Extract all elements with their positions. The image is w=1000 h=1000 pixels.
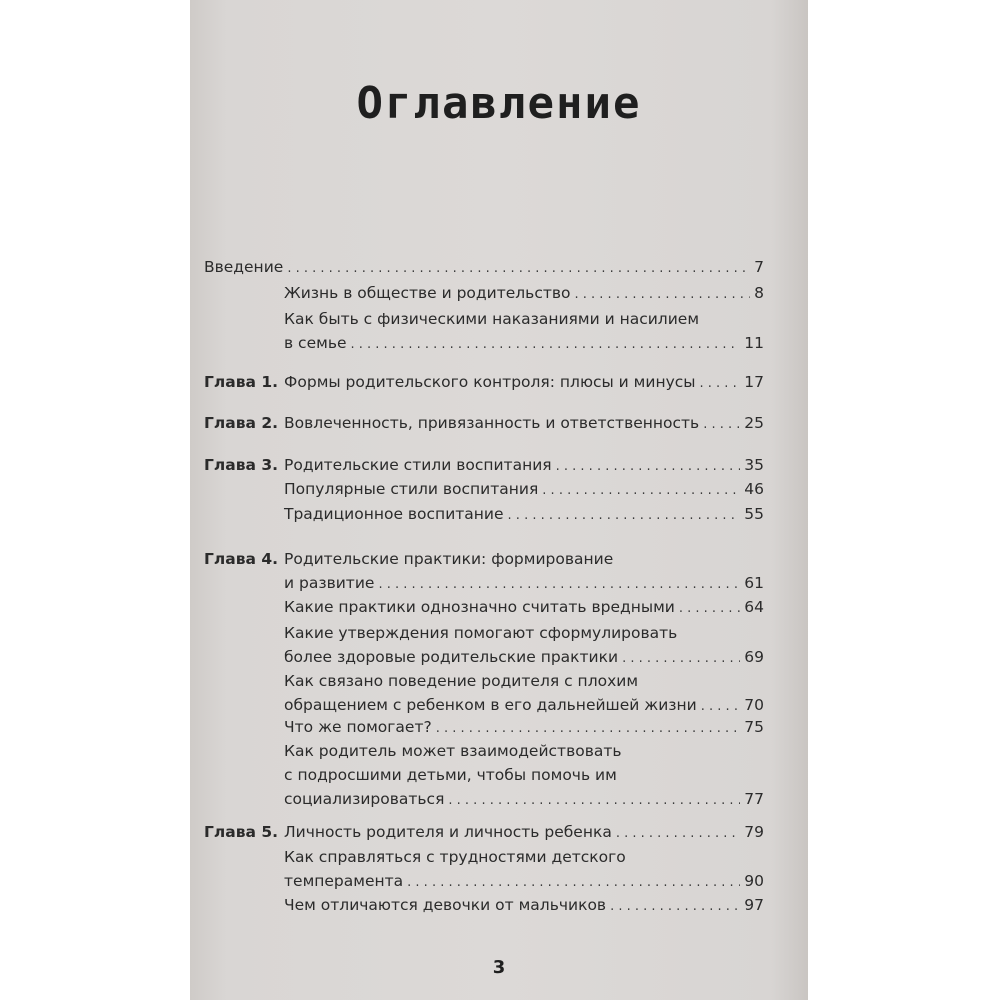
toc-entry-chapter-3[interactable] — [204, 453, 764, 477]
toc-entry[interactable] — [284, 621, 764, 669]
toc-entry-title-line: в семье — [284, 334, 347, 352]
dot-leader — [350, 333, 740, 357]
toc-page-number: 17 — [744, 373, 764, 391]
toc-entry-title-line: с подросшими детьми, чтобы помочь им — [284, 766, 617, 784]
toc-entry-title: Вовлеченность, привязанность и ответственность — [284, 414, 700, 432]
dot-leader — [610, 895, 740, 919]
toc-entry-chapter-1[interactable] — [204, 370, 764, 394]
toc-entry-title-line: темперамента — [284, 872, 404, 890]
dot-leader — [700, 372, 741, 396]
toc-entry-introduction[interactable] — [204, 255, 764, 279]
dot-leader — [436, 717, 741, 741]
toc-page-number: 70 — [744, 696, 764, 714]
dot-leader — [508, 504, 741, 528]
toc-entry-title-line: социализироваться — [284, 790, 445, 808]
dot-leader — [407, 871, 740, 895]
toc-entry[interactable] — [284, 669, 764, 717]
toc-page-number: 25 — [744, 414, 764, 432]
toc-entry[interactable] — [284, 739, 764, 811]
toc-page-number: 61 — [744, 574, 764, 592]
dot-leader — [616, 822, 740, 846]
chapter-label: Глава 3. — [204, 456, 279, 474]
dot-leader — [287, 257, 750, 281]
toc-entry-chapter-2[interactable] — [204, 411, 764, 435]
toc-entry-title-line: Как справляться с трудностями детского — [284, 848, 626, 866]
toc-entry[interactable] — [284, 281, 764, 305]
dot-leader — [448, 789, 740, 813]
toc-entry-title-line: Как родитель может взаимодействовать — [284, 742, 622, 760]
dot-leader — [378, 573, 740, 597]
toc-page-number: 7 — [754, 258, 764, 276]
toc-entry-title-line: и развитие — [284, 574, 375, 592]
dot-leader — [703, 413, 740, 437]
toc-page-number: 46 — [744, 480, 764, 498]
toc-page-number: 55 — [744, 505, 764, 523]
toc-entry-title: Жизнь в обществе и родительство — [284, 284, 571, 302]
toc-entry-title: Популярные стили воспитания — [284, 480, 539, 498]
page-number: 3 — [492, 957, 506, 978]
dot-leader — [575, 283, 751, 307]
toc-entry[interactable] — [284, 845, 764, 893]
toc-entry-chapter-5[interactable] — [204, 820, 764, 844]
toc-page-number: 35 — [744, 456, 764, 474]
chapter-label: Глава 2. — [204, 414, 279, 432]
dot-leader — [556, 455, 741, 479]
toc-entry-title: Формы родительского контроля: плюсы и минусы — [284, 373, 696, 391]
toc-entry-title-line: Родительские практики: формирование — [284, 550, 614, 568]
toc-entry[interactable] — [284, 477, 764, 501]
toc-page-number: 69 — [744, 648, 764, 666]
toc-entry[interactable] — [284, 715, 764, 739]
chapter-label: Глава 4. — [204, 550, 279, 568]
toc-page-number: 90 — [744, 872, 764, 890]
dot-leader — [542, 479, 740, 503]
toc-entry-title-line: Как быть с физическими наказаниями и насилием — [284, 310, 700, 328]
toc-entry[interactable] — [284, 502, 764, 526]
toc-entry-title: Традиционное воспитание — [284, 505, 504, 523]
dot-leader — [622, 647, 740, 671]
toc-entry-title-line: Какие утверждения помогают сформулировать — [284, 624, 678, 642]
toc-page-number: 77 — [744, 790, 764, 808]
toc-entry-title: Родительские стили воспитания — [284, 456, 552, 474]
toc-page-number: 8 — [754, 284, 764, 302]
toc-entry[interactable] — [284, 307, 764, 355]
toc-page-number: 11 — [744, 334, 764, 352]
chapter-label: Глава 5. — [204, 823, 279, 841]
toc-entry[interactable] — [284, 893, 764, 917]
toc-page-number: 64 — [744, 598, 764, 616]
toc-entry-title-line: более здоровые родительские практики — [284, 648, 619, 666]
toc-page-number: 79 — [744, 823, 764, 841]
toc-entry[interactable] — [284, 595, 764, 619]
toc-entry-title: Чем отличаются девочки от мальчиков — [284, 896, 607, 914]
toc-entry-title: Личность родителя и личность ребенка — [284, 823, 612, 841]
toc-page-number: 97 — [744, 896, 764, 914]
toc-entry-title: Какие практики однозначно считать вредными — [284, 598, 675, 616]
page-title: Оглавление — [356, 78, 642, 129]
book-page — [190, 0, 808, 1000]
toc-entry-chapter-4[interactable] — [204, 547, 764, 595]
chapter-label: Глава 1. — [204, 373, 279, 391]
toc-entry-title-line: обращением с ребенком в его дальнейшей жизни — [284, 696, 697, 714]
toc-entry-title-line: Как связано поведение родителя с плохим — [284, 672, 639, 690]
dot-leader — [679, 597, 740, 621]
toc-page-number: 75 — [744, 718, 764, 736]
toc-entry-title: Введение — [204, 258, 284, 276]
toc-entry-title: Что же помогает? — [284, 718, 432, 736]
